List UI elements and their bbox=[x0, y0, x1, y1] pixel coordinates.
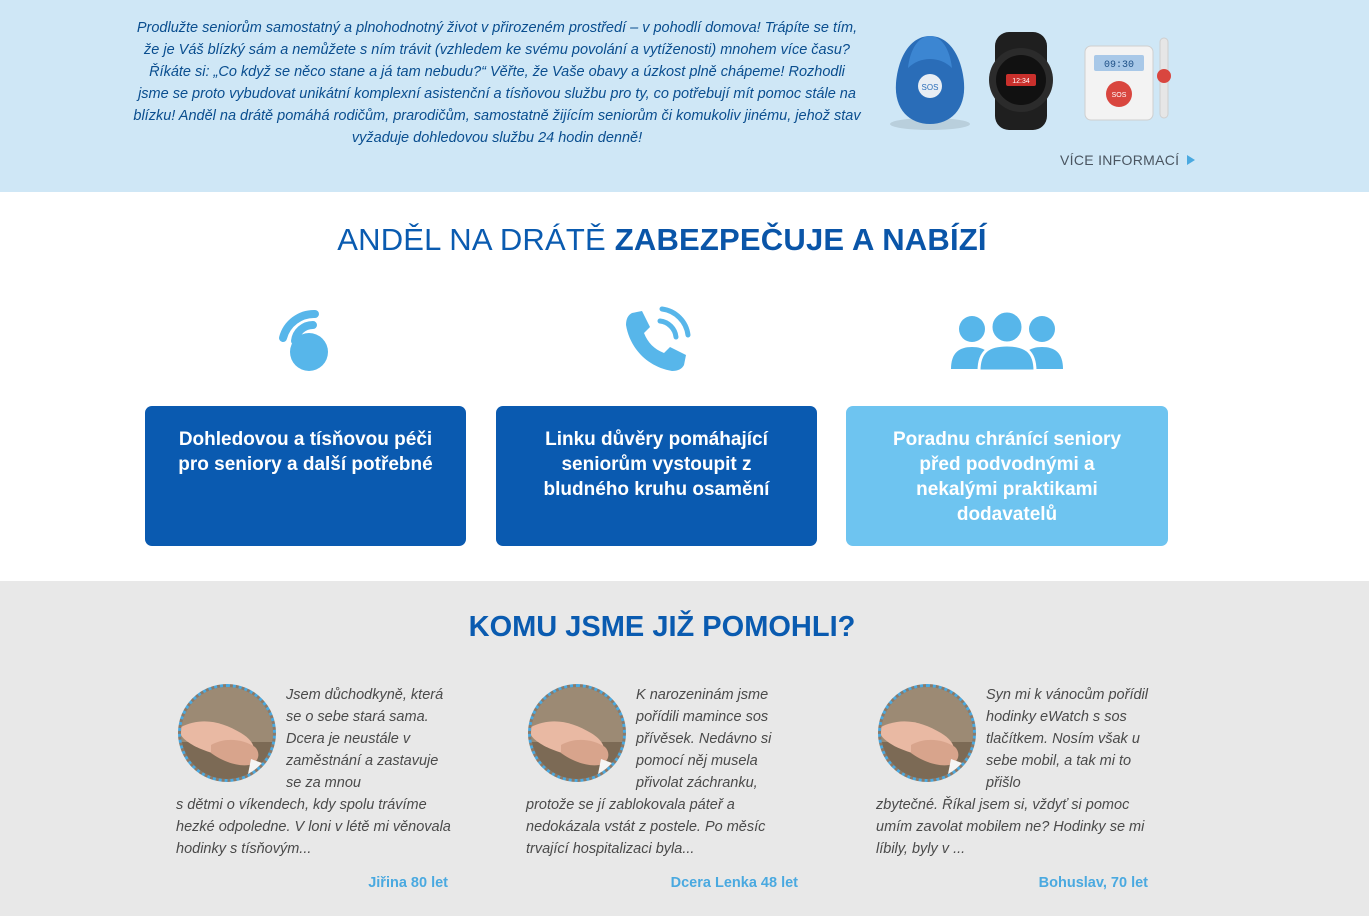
testimonial-quote-continued: protože se jí zablokovala páteř a nedokázala vstát z postele. Po měsíc trvající hospitalizaci byla... bbox=[526, 797, 766, 857]
intro-section bbox=[0, 0, 1369, 192]
avatar bbox=[878, 684, 976, 782]
service-card-advice[interactable] bbox=[846, 406, 1168, 546]
sos-pendant-image bbox=[890, 36, 970, 130]
testimonials-title bbox=[0, 611, 1324, 644]
service-card-label: Poradnu chránící seniory před podvodnými a nekalými praktikami dodavatelů bbox=[892, 429, 1122, 525]
phone-icon bbox=[598, 305, 718, 377]
services-title-light: ANDĚL NA DRÁTĚ bbox=[337, 222, 615, 257]
hands-image bbox=[531, 687, 623, 779]
people-icon bbox=[947, 305, 1067, 377]
service-card-supervision[interactable] bbox=[145, 406, 466, 546]
watch-label: 12:34 bbox=[1012, 78, 1030, 85]
watch-image bbox=[989, 32, 1053, 130]
testimonial-author: Dcera Lenka 48 let bbox=[670, 875, 798, 891]
testimonial-quote-continued: zbytečné. Říkal jsem si, vždyť si pomoc umím zavolat mobilem ne? Hodinky se mi líbily, byly v ... bbox=[876, 797, 1145, 857]
testimonials-title-bold: POMOHLI? bbox=[702, 611, 856, 643]
service-card-helpline[interactable] bbox=[496, 406, 817, 546]
service-card-label: Linku důvěry pomáhající seniorům vystoupit z bludného kruhu osamění bbox=[543, 429, 770, 500]
testimonial-quote: Syn mi k vánocům pořídil hodinky eWatch s sos tlačítkem. Nosím však u sebe mobil, a tak mi to přišlo bbox=[986, 687, 1148, 791]
testimonial-quote: Jsem důchodkyně, která se o sebe stará sama. Dcera je neustále v zaměstnání a zastavuje se za mnou bbox=[286, 687, 444, 791]
testimonial-quote-continued: s dětmi o víkendech, kdy spolu trávíme hezké odpoledne. V loni v létě mi věnovala hodinky s tísňovým... bbox=[176, 797, 451, 857]
testimonial-author: Jiřina 80 let bbox=[368, 875, 448, 891]
console-label: SOS bbox=[1111, 92, 1127, 99]
testimonial-item bbox=[876, 684, 1156, 894]
avatar bbox=[528, 684, 626, 782]
pendant-label: SOS bbox=[921, 83, 939, 92]
intro-text: Prodlužte seniorům samostatný a plnohodnotný život v přirozeném prostředí – v pohodlí domova! Trápíte se tím, že je Váš blízký sám a nemůžete s ním trávit (vzhledem ke svému povolání a vytíženosti) mnohem více času? Říkáte si: „Co když se něco stane a já tam nebudu?“ Věřte, že Vaše obavy a úzkost plně chápeme! Rozhodli jsme se proto vybudovat unikátní komplexní asistenční a tísňovou službu pro ty, co potřebují mít pomoc stále na blízku! Anděl na drátě pomáhá rodičům, prarodičům, samostatně žijícím seniorům či komukoliv jinému, jehož stav vyžaduje dohledovou službu 24 hodin denně! bbox=[133, 20, 861, 146]
testimonial-quote: K narozeninám jsme pořídili mamince sos přívěsek. Nedávno si pomocí něj musela přivolat záchranku, bbox=[636, 687, 772, 791]
testimonial-item bbox=[526, 684, 806, 894]
console-time: 09:30 bbox=[1103, 60, 1135, 71]
more-info-label: VÍCE INFORMACÍ bbox=[1060, 152, 1180, 168]
hands-image bbox=[881, 687, 973, 779]
hands-image bbox=[181, 687, 273, 779]
testimonial-author: Bohuslav, 70 let bbox=[1038, 875, 1148, 891]
devices-image bbox=[880, 28, 1180, 138]
services-title bbox=[0, 222, 1324, 258]
more-info-link[interactable] bbox=[1060, 152, 1195, 168]
services-title-bold: ZABEZPEČUJE A NABÍZÍ bbox=[614, 222, 987, 257]
testimonial-item bbox=[176, 684, 456, 894]
avatar bbox=[178, 684, 276, 782]
console-image bbox=[1085, 38, 1171, 120]
testimonials-title-light: KOMU JSME JIŽ bbox=[468, 611, 703, 643]
service-card-label: Dohledovou a tísňovou péči pro seniory a další potřebné bbox=[178, 429, 433, 475]
signal-icon bbox=[247, 305, 367, 377]
arrow-right-icon bbox=[1187, 155, 1195, 165]
